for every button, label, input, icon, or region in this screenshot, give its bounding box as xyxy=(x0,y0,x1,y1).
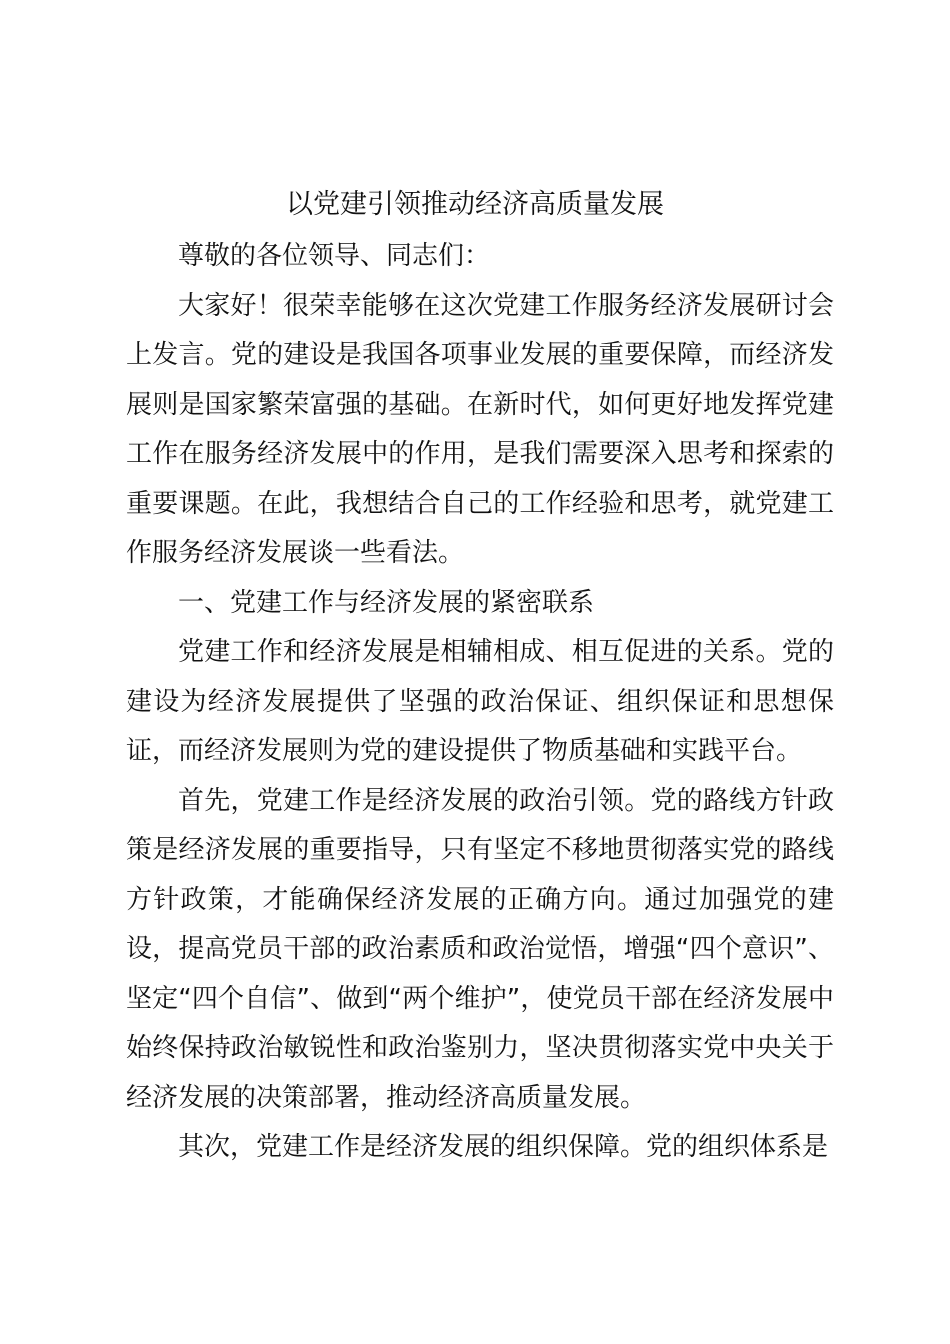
document-title: 以党建引领推动经济高质量发展 xyxy=(286,189,664,220)
opening-paragraph: 大家好！很荣幸能够在这次党建工作服务经济发展研讨会上发言。党的建设是我国各项事业发展的重要保障，而经济发展则是国家繁荣富强的基础。在新时代，如何更好地发挥党建工作在服务经济发展中的作用，是我们需要深入思考和探索的重要课题。在此，我想结合自己的工作经验和思考，就党建工作服务经济发展谈一些看法。 xyxy=(126,290,834,568)
body-paragraph: 其次，党建工作是经济发展的组织保障。党的组织体系是 xyxy=(178,1132,829,1162)
body-paragraph: 党建工作和经济发展是相辅相成、相互促进的关系。党的建设为经济发展提供了坚强的政治保证、组织保证和思想保证，而经济发展则为党的建设提供了物质基础和实践平台。 xyxy=(126,637,834,766)
section-heading: 一、党建工作与经济发展的紧密联系 xyxy=(178,587,595,618)
body-paragraph: 首先，党建工作是经济发展的政治引领。党的路线方针政策是经济发展的重要指导，只有坚定不移地贯彻落实党的路线方针政策，才能确保经济发展的正确方向。通过加强党的建设，提高党员干部的政治素质和政治觉悟，增强“四个意识”、坚定“四个自信”、做到“两个维护”，使党员干部在经济发展中始终保持政治敏锐性和政治鉴别力，坚决贯彻落实党中央关于经济发展的决策部署，推动经济高质量发展。 xyxy=(126,785,834,1113)
salutation-paragraph: 尊敬的各位领导、同志们： xyxy=(178,241,491,271)
document-body xyxy=(126,232,834,1173)
